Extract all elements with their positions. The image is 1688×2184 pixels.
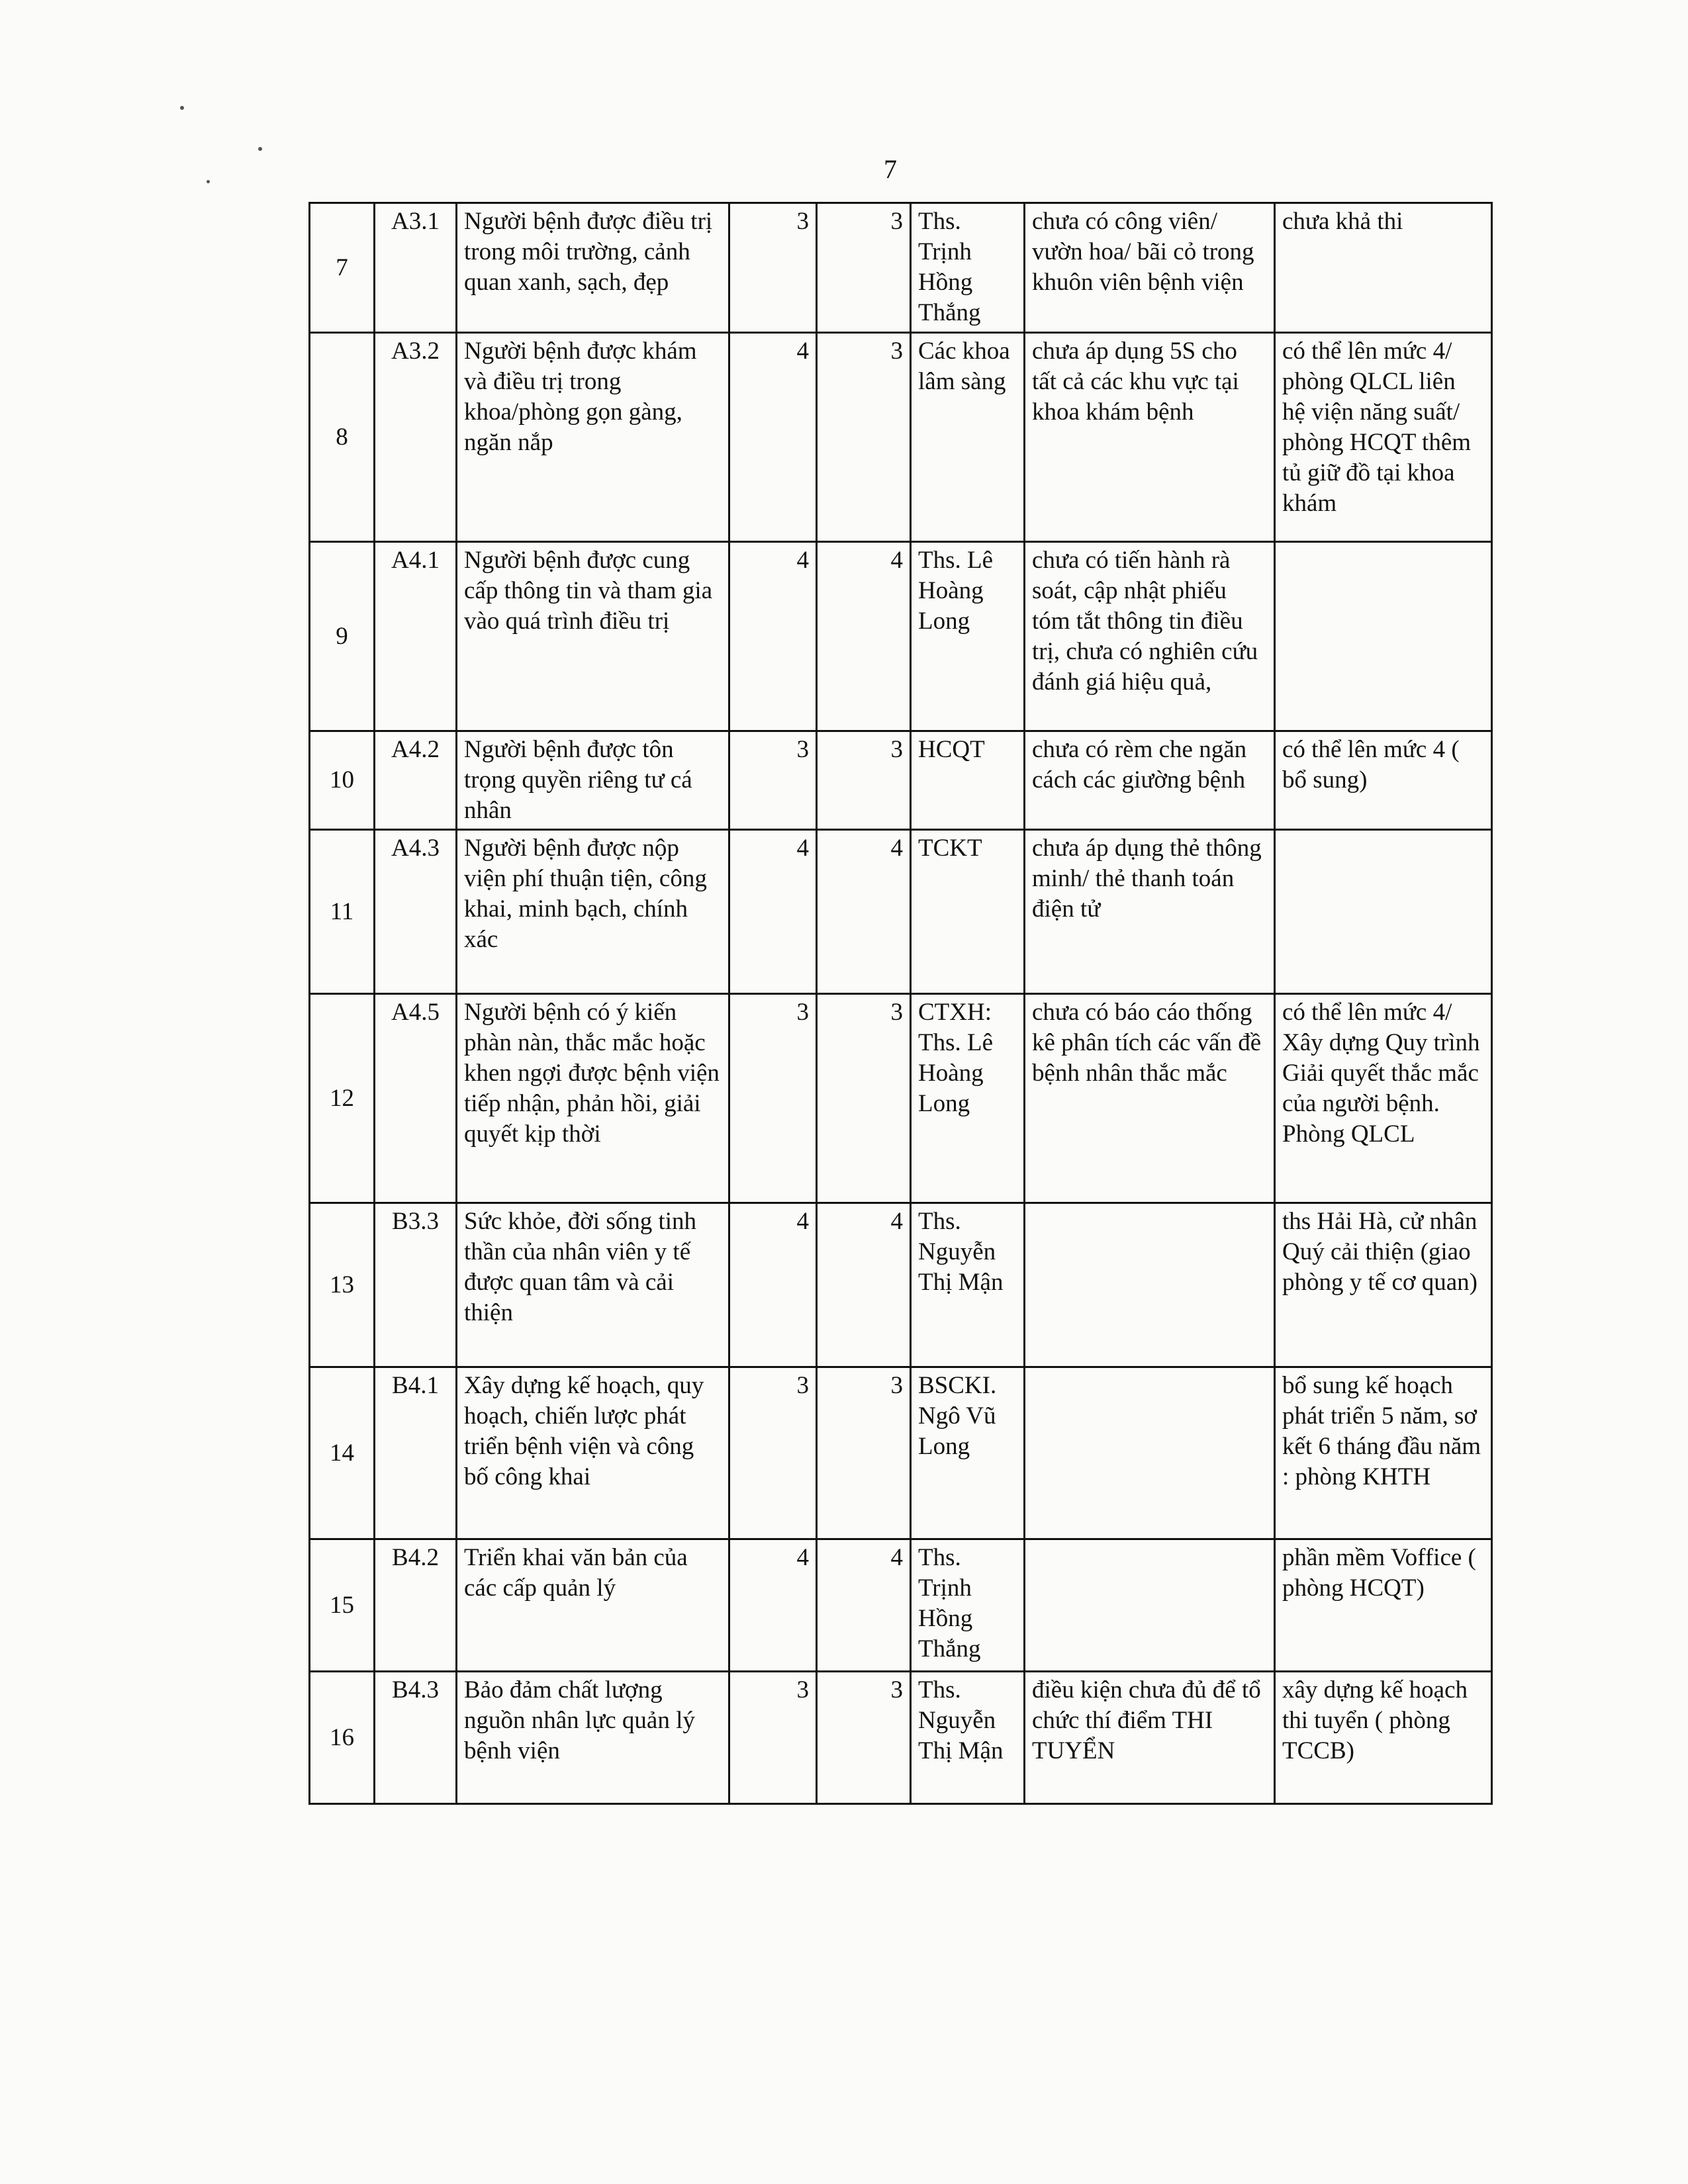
criterion-name: Người bệnh được cung cấp thông tin và tham gia vào quá trình điều trị bbox=[457, 542, 729, 731]
page-number: 7 bbox=[884, 154, 897, 184]
issue-description: chưa có công viên/ vườn hoa/ bãi cỏ trong khuôn viên bệnh viện bbox=[1025, 203, 1275, 333]
table-row bbox=[310, 333, 1492, 542]
level-assessed: 4 bbox=[817, 542, 911, 731]
criterion-name: Người bệnh được tôn trọng quyền riêng tư cá nhân bbox=[457, 731, 729, 830]
level-score: 3 bbox=[729, 994, 817, 1203]
criterion-name: Bảo đảm chất lượng nguồn nhân lực quản lý bệnh viện bbox=[457, 1672, 729, 1804]
level-assessed: 4 bbox=[817, 1539, 911, 1672]
issue-description: chưa áp dụng 5S cho tất cả các khu vực tại khoa khám bệnh bbox=[1025, 333, 1275, 542]
stt-cell: 16 bbox=[310, 1672, 375, 1804]
criterion-name: Triển khai văn bản của các cấp quản lý bbox=[457, 1539, 729, 1672]
scan-speck bbox=[180, 106, 184, 110]
table-row bbox=[310, 1672, 1492, 1804]
level-score: 3 bbox=[729, 1367, 817, 1539]
table-row bbox=[310, 1367, 1492, 1539]
solution-note bbox=[1275, 542, 1492, 731]
table-row bbox=[310, 1539, 1492, 1672]
issue-description bbox=[1025, 1367, 1275, 1539]
stt-cell: 8 bbox=[310, 333, 375, 542]
level-score: 3 bbox=[729, 731, 817, 830]
stt-cell: 7 bbox=[310, 203, 375, 333]
responsible-person: BSCKI. Ngô Vũ Long bbox=[911, 1367, 1025, 1539]
level-assessed: 3 bbox=[817, 203, 911, 333]
level-assessed: 4 bbox=[817, 830, 911, 994]
responsible-person: Ths. Trịnh Hồng Thắng bbox=[911, 203, 1025, 333]
responsible-person: CTXH: Ths. Lê Hoàng Long bbox=[911, 994, 1025, 1203]
level-score: 3 bbox=[729, 203, 817, 333]
criterion-name: Xây dựng kế hoạch, quy hoạch, chiến lược phát triển bệnh viện và công bố công khai bbox=[457, 1367, 729, 1539]
stt-cell: 14 bbox=[310, 1367, 375, 1539]
issue-description: chưa có báo cáo thống kê phân tích các vấn đề bệnh nhân thắc mắc bbox=[1025, 994, 1275, 1203]
solution-note: chưa khả thi bbox=[1275, 203, 1492, 333]
stt-cell: 11 bbox=[310, 830, 375, 994]
criterion-name: Người bệnh được khám và điều trị trong khoa/phòng gọn gàng, ngăn nắp bbox=[457, 333, 729, 542]
scan-speck bbox=[258, 147, 262, 151]
criterion-code: A3.2 bbox=[375, 333, 457, 542]
solution-note: bổ sung kế hoạch phát triển 5 năm, sơ kết 6 tháng đầu năm : phòng KHTH bbox=[1275, 1367, 1492, 1539]
table-row bbox=[310, 731, 1492, 830]
solution-note: xây dựng kế hoạch thi tuyển ( phòng TCCB) bbox=[1275, 1672, 1492, 1804]
solution-note bbox=[1275, 830, 1492, 994]
level-score: 4 bbox=[729, 830, 817, 994]
criterion-code: B4.1 bbox=[375, 1367, 457, 1539]
responsible-person: Ths. Nguyễn Thị Mận bbox=[911, 1203, 1025, 1367]
level-score: 3 bbox=[729, 1672, 817, 1804]
criterion-code: A4.3 bbox=[375, 830, 457, 994]
scan-speck bbox=[207, 180, 210, 183]
level-assessed: 3 bbox=[817, 1672, 911, 1804]
table-row bbox=[310, 994, 1492, 1203]
criterion-name: Sức khỏe, đời sống tinh thần của nhân viên y tế được quan tâm và cải thiện bbox=[457, 1203, 729, 1367]
level-score: 4 bbox=[729, 333, 817, 542]
stt-cell: 13 bbox=[310, 1203, 375, 1367]
issue-description: điều kiện chưa đủ để tổ chức thí điểm THI TUYỂN bbox=[1025, 1672, 1275, 1804]
solution-note: phần mềm Voffice ( phòng HCQT) bbox=[1275, 1539, 1492, 1672]
table-row bbox=[310, 203, 1492, 333]
issue-description bbox=[1025, 1539, 1275, 1672]
criterion-name: Người bệnh được nộp viện phí thuận tiện, công khai, minh bạch, chính xác bbox=[457, 830, 729, 994]
responsible-person: Các khoa lâm sàng bbox=[911, 333, 1025, 542]
level-assessed: 4 bbox=[817, 1203, 911, 1367]
criterion-code: B3.3 bbox=[375, 1203, 457, 1367]
responsible-person: Ths. Nguyễn Thị Mận bbox=[911, 1672, 1025, 1804]
stt-cell: 15 bbox=[310, 1539, 375, 1672]
level-score: 4 bbox=[729, 1539, 817, 1672]
criterion-code: A4.2 bbox=[375, 731, 457, 830]
criterion-code: B4.3 bbox=[375, 1672, 457, 1804]
criterion-code: A4.1 bbox=[375, 542, 457, 731]
level-assessed: 3 bbox=[817, 333, 911, 542]
responsible-person: Ths. Trịnh Hồng Thắng bbox=[911, 1539, 1025, 1672]
responsible-person: TCKT bbox=[911, 830, 1025, 994]
solution-note: ths Hải Hà, cử nhân Quý cải thiện (giao phòng y tế cơ quan) bbox=[1275, 1203, 1492, 1367]
table-row bbox=[310, 830, 1492, 994]
criteria-table bbox=[308, 202, 1493, 1805]
solution-note: có thể lên mức 4/ phòng QLCL liên hệ viện năng suất/ phòng HCQT thêm tủ giữ đồ tại khoa khám bbox=[1275, 333, 1492, 542]
table-row bbox=[310, 1203, 1492, 1367]
issue-description bbox=[1025, 1203, 1275, 1367]
criterion-name: Người bệnh được điều trị trong môi trường, cảnh quan xanh, sạch, đẹp bbox=[457, 203, 729, 333]
issue-description: chưa có tiến hành rà soát, cập nhật phiếu tóm tắt thông tin điều trị, chưa có nghiên cứu đánh giá hiệu quả, bbox=[1025, 542, 1275, 731]
level-assessed: 3 bbox=[817, 994, 911, 1203]
responsible-person: HCQT bbox=[911, 731, 1025, 830]
table-row bbox=[310, 542, 1492, 731]
level-assessed: 3 bbox=[817, 731, 911, 830]
criterion-name: Người bệnh có ý kiến phàn nàn, thắc mắc hoặc khen ngợi được bệnh viện tiếp nhận, phản hồi, giải quyết kịp thời bbox=[457, 994, 729, 1203]
issue-description: chưa có rèm che ngăn cách các giường bệnh bbox=[1025, 731, 1275, 830]
criterion-code: A3.1 bbox=[375, 203, 457, 333]
level-assessed: 3 bbox=[817, 1367, 911, 1539]
responsible-person: Ths. Lê Hoàng Long bbox=[911, 542, 1025, 731]
issue-description: chưa áp dụng thẻ thông minh/ thẻ thanh toán điện tử bbox=[1025, 830, 1275, 994]
solution-note: có thể lên mức 4/ Xây dựng Quy trình Giải quyết thắc mắc của người bệnh. Phòng QLCL bbox=[1275, 994, 1492, 1203]
level-score: 4 bbox=[729, 1203, 817, 1367]
stt-cell: 12 bbox=[310, 994, 375, 1203]
solution-note: có thể lên mức 4 ( bổ sung) bbox=[1275, 731, 1492, 830]
criterion-code: B4.2 bbox=[375, 1539, 457, 1672]
stt-cell: 9 bbox=[310, 542, 375, 731]
stt-cell: 10 bbox=[310, 731, 375, 830]
criterion-code: A4.5 bbox=[375, 994, 457, 1203]
level-score: 4 bbox=[729, 542, 817, 731]
